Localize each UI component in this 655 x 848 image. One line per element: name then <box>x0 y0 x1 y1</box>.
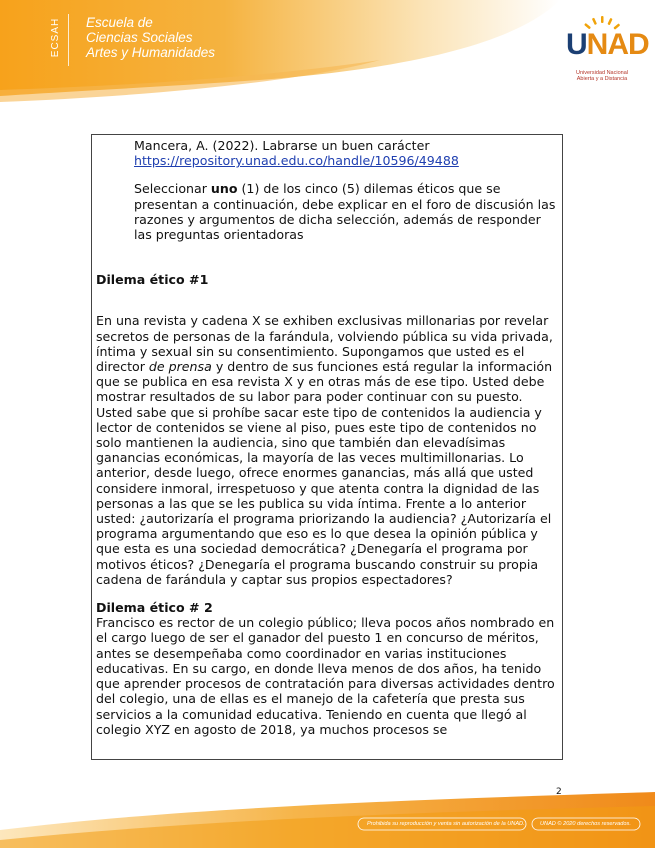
footer-note-left: Prohibida su reproducción y venta sin autorización de la UNAD. <box>367 821 525 827</box>
logo-subtitle <box>566 70 638 82</box>
ecsah-text: ECSAH <box>50 17 62 58</box>
document-body <box>96 138 560 737</box>
reference-link[interactable]: https://repository.unad.edu.co/handle/10596/49488 <box>134 153 459 169</box>
dilema1-text <box>96 313 560 587</box>
instructions-pre: Seleccionar <box>134 181 211 197</box>
dilema2-text: Francisco es rector de un colegio público; lleva pocos años nombrado en el cargo luego de ser el ganador del puesto 1 en concurso de méritos, antes se desempeñaba como coordinador en varias instituciones educativas. En su cargo, en donde lleva menos de dos años, ha tenido que aprender procesos de contratación para diversas actividades dentro del colegio, una de ellas es el manejo de la cafetería que presta sus servicios a la comunidad educativa. Teniendo en cuenta que llegó al colegio XYZ en agosto de 2018, ya muchos procesos se <box>96 615 555 737</box>
logo-sub-line-2: Abierta y a Distancia <box>576 76 628 82</box>
reference-block <box>96 138 560 242</box>
unad-mark <box>566 28 649 62</box>
school-line-1: Escuela de <box>86 15 153 30</box>
logo-u: U <box>566 28 587 61</box>
dilema1-text-a: En una revista y cadena X se exhiben exclusivas millonarias por revelar secretos de personas de la farándula, volviendo pública su vida privada, íntima y sexual sin su consentimiento. Supongamos que usted es el director <box>96 313 553 375</box>
ecsah-abbr <box>52 14 69 66</box>
dilema2-title: Dilema ético # 2 <box>96 600 213 616</box>
page-number: 2 <box>556 787 562 797</box>
school-name <box>86 15 215 60</box>
dilema1-text-b: y dentro de sus funciones está regular la información que se publica en esa revista X y en otras más de ese tipo. Usted debe mostrar resultados de su labor para poder continuar con su puesto. Usted sabe que si prohíbe sacar este tipo de contenidos la audiencia y lector de contenidos se viene al piso, pues este tipo de contenidos no solo mantienen la audiencia, sino que también dan elevadísimas ganancias económicas, la mayoría de las veces multimillonarias. Lo anterior, desde luego, ofrece enormes ganancias, más allá que usted considere inmoral, irrespetuoso y que atenta contra la dignidad de las personas a las que se les publica su vida íntima. Frente a lo anterior usted: ¿autorizaría el programa priorizando la audiencia? ¿Autorizaría el programa argumentando que eso es lo que desea la opinión pública y que esta es una sociedad democrática? ¿Denegaría el programa por motivos éticos? ¿Denegaría el programa buscando construir su propia cadena de farándula y captar sus propios espectadores? <box>96 359 553 587</box>
instructions-post: (1) de los cinco (5) dilemas éticos que se presentan a continuación, debe explicar en el foro de discusión las razones y argumentos de dicha selección, además de responder las preguntas orientadoras <box>134 181 556 243</box>
reference-citation: Mancera, A. (2022). Labrarse un buen carácter <box>134 138 430 153</box>
page-header <box>0 0 655 110</box>
footer-note-right: UNAD © 2020 derechos reservados. <box>540 821 631 827</box>
school-line-3: Artes y Humanidades <box>86 45 216 60</box>
instructions-bold: uno <box>210 181 238 197</box>
dilema1-title: Dilema ético #1 <box>96 272 209 288</box>
logo-sub-line-1: Universidad Nacional <box>576 70 628 76</box>
school-line-2: Ciencias Sociales <box>86 30 193 45</box>
dilema1-text-italic: de prensa <box>148 359 212 375</box>
unad-logo <box>566 14 649 86</box>
footer-banner <box>0 790 655 848</box>
instructions-paragraph <box>134 181 560 242</box>
logo-nad: NAD <box>586 28 649 61</box>
